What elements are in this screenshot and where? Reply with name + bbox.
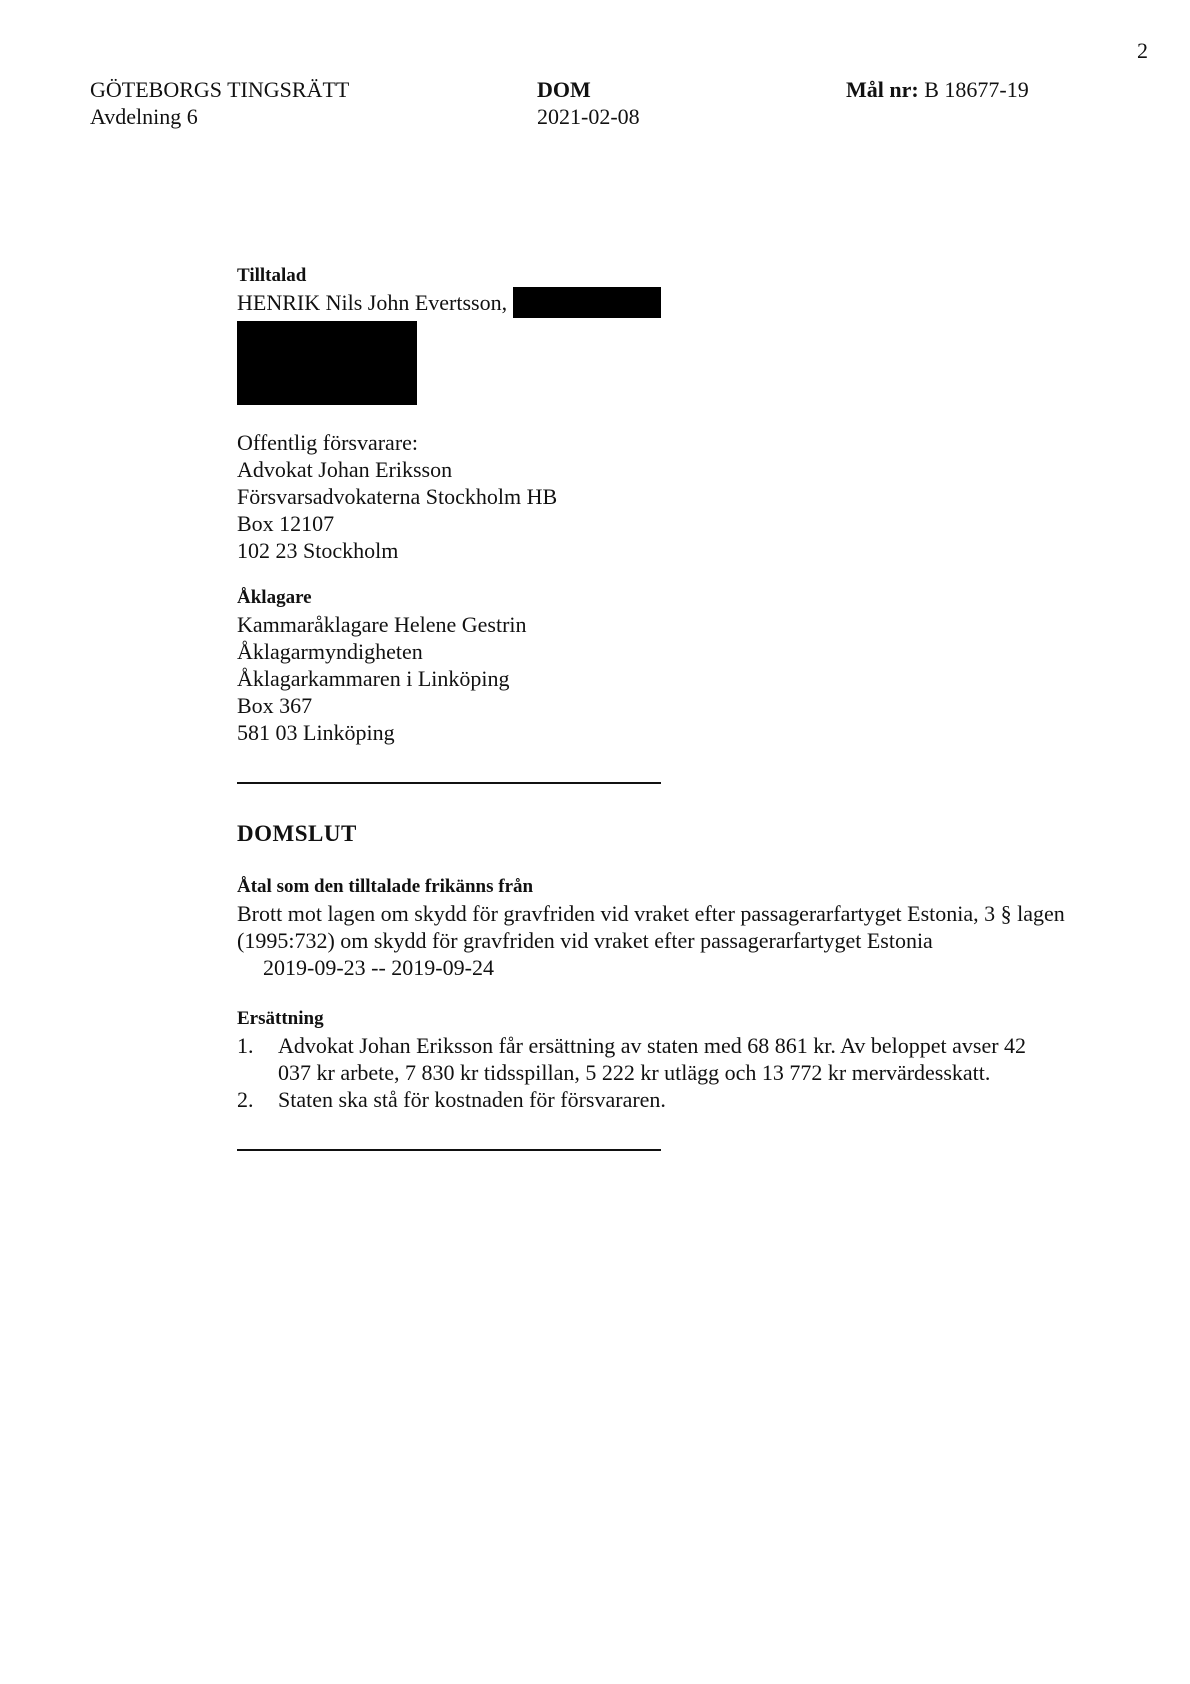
document-type-block xyxy=(537,76,640,130)
prosecutor-line: 581 03 Linköping xyxy=(237,720,395,745)
defense-counsel-line: Box 12107 xyxy=(237,511,335,536)
acquittal-text-line: (1995:732) om skydd för gravfriden vid vraket efter passagerarfartyget Estonia xyxy=(237,928,933,953)
section-divider xyxy=(237,1149,661,1151)
defense-counsel-label: Offentlig försvarare: xyxy=(237,430,419,455)
compensation-list xyxy=(237,1032,1137,1113)
court-block xyxy=(90,76,349,130)
document-type: DOM xyxy=(537,77,591,102)
court-division: Avdelning 6 xyxy=(90,104,198,129)
list-item-text: Staten ska stå för kostnaden för försvararen. xyxy=(278,1087,666,1112)
prosecutor-line: Box 367 xyxy=(237,693,313,718)
offense-period: 2019-09-23 -- 2019-09-24 xyxy=(263,955,494,980)
list-item xyxy=(237,1032,1108,1086)
compensation-heading: Ersättning xyxy=(237,1008,324,1029)
verdict-section xyxy=(237,820,1137,1113)
document-date: 2021-02-08 xyxy=(537,104,640,129)
prosecutor-line: Åklagarmyndigheten xyxy=(237,639,423,664)
court-name: GÖTEBORGS TINGSRÄTT xyxy=(90,77,350,102)
acquittal-block xyxy=(237,873,1137,981)
defendant-heading: Tilltalad xyxy=(237,265,307,286)
redacted-address xyxy=(237,321,417,405)
document-body xyxy=(237,262,1137,1151)
prosecutor-line: Åklagarkammaren i Linköping xyxy=(237,666,510,691)
list-item-text: 037 kr arbete, 7 830 kr tidsspillan, 5 222 kr utlägg och 13 772 kr mervärdesskatt. xyxy=(278,1060,991,1085)
acquittal-text-line: Brott mot lagen om skydd för gravfriden vid vraket efter passagerarfartyget Estonia, 3 § lagen xyxy=(237,901,1065,926)
prosecutor-line: Kammaråklagare Helene Gestrin xyxy=(237,612,527,637)
prosecutor-section xyxy=(237,584,1137,746)
acquittal-heading: Åtal som den tilltalade frikänns från xyxy=(237,876,534,897)
compensation-block xyxy=(237,1005,1137,1113)
defense-counsel-line: Försvarsadvokaterna Stockholm HB xyxy=(237,484,558,509)
case-number-block xyxy=(846,76,1029,103)
defendant-name: HENRIK Nils John Evertsson, xyxy=(237,290,508,315)
list-item-number: 2. xyxy=(237,1087,254,1112)
list-item-number: 1. xyxy=(237,1033,254,1058)
defense-counsel-line: Advokat Johan Eriksson xyxy=(237,457,453,482)
list-item xyxy=(237,1086,1108,1113)
defense-counsel-section xyxy=(237,429,1137,564)
verdict-heading: DOMSLUT xyxy=(237,821,357,846)
defendant-section xyxy=(237,262,1137,405)
page-number: 2 xyxy=(1137,38,1148,63)
case-number: B 18677-19 xyxy=(924,77,1029,102)
list-item-text: Advokat Johan Eriksson får ersättning av staten med 68 861 kr. Av beloppet avser 42 xyxy=(278,1033,1027,1058)
defense-counsel-line: 102 23 Stockholm xyxy=(237,538,399,563)
prosecutor-heading: Åklagare xyxy=(237,587,312,608)
redacted-personal-id xyxy=(513,287,661,318)
case-number-label: Mål nr: xyxy=(846,77,919,102)
